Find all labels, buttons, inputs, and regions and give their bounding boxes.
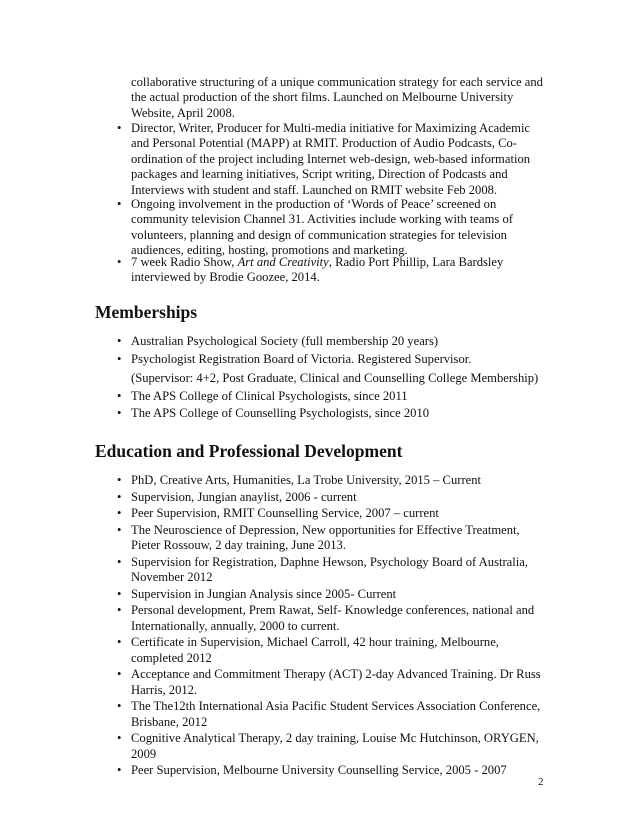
text-line: volunteers, planning and design of communication strategies for television — [131, 227, 507, 242]
membership-note: (Supervisor: 4+2, Post Graduate, Clinical and Counselling College Membership) — [131, 371, 539, 385]
list-item — [131, 555, 561, 586]
bullet-icon: • — [117, 586, 122, 601]
bullet-icon: • — [117, 352, 122, 366]
text-line: The The12th International Asia Pacific Student Services Association Conference, — [131, 699, 541, 714]
text-line: Personal development, Prem Rawat, Self- Knowledge conferences, national and — [131, 603, 535, 618]
bullet-icon: • — [117, 121, 122, 135]
text-line: community television Channel 31. Activities include working with teams of — [131, 212, 513, 227]
text-line: Director, Writer, Producer for Multi-media initiative for Maximizing Academic — [131, 121, 531, 135]
bullet-icon: • — [117, 522, 122, 537]
text-line: ordination of the project including Internet web-design, web-based information — [131, 151, 531, 166]
list-item — [131, 473, 561, 488]
bullet-icon: • — [117, 506, 122, 521]
text-line: Pieter Rossouw, 2 day training, June 2013. — [131, 538, 347, 553]
text-line: Supervision for Registration, Daphne Hewson, Psychology Board of Australia, — [131, 554, 528, 569]
text-line: The Neuroscience of Depression, New opportunities for Effective Treatment, — [131, 522, 520, 537]
text-line: and Personal Potential (MAPP) at RMIT. Production of Audio Podcasts, Co- — [131, 136, 517, 151]
text-line: November 2012 — [131, 570, 213, 585]
text-line: Harris, 2012. — [131, 682, 198, 697]
text-line: Interviews with student and staff. Launched on RMIT website Feb 2008. — [131, 182, 498, 197]
list-item — [131, 667, 561, 698]
text-line: Ongoing involvement in the production of ‘Words of Peace’ screened on — [131, 197, 497, 211]
list-item — [131, 603, 561, 634]
page-number: 2 — [538, 776, 544, 788]
memberships-heading: Memberships — [95, 302, 198, 322]
text-run: , Radio Port Phillip, Lara Bardsley — [328, 255, 504, 269]
text-line: the actual production of the short films. Launched on Melbourne University — [131, 90, 514, 105]
text-line — [131, 255, 561, 270]
text-line: Certificate in Supervision, Michael Carroll, 42 hour training, Melbourne, — [131, 635, 499, 650]
bullet-icon: • — [117, 406, 122, 420]
bullet-icon: • — [117, 197, 122, 211]
text-line: Acceptance and Commitment Therapy (ACT) 2-day Advanced Training. Dr Russ — [131, 667, 541, 682]
bullet-icon: • — [117, 554, 122, 569]
list-item — [131, 731, 561, 762]
bullet-icon: • — [117, 603, 122, 618]
text-line: PhD, Creative Arts, Humanities, La Trobe University, 2015 – Current — [131, 473, 482, 487]
text-line: completed 2012 — [131, 650, 212, 665]
text-line: collaborative structuring of a unique communication strategy for each service and — [131, 75, 543, 89]
show-title: Art and Creativity — [237, 255, 329, 269]
text-line: Cognitive Analytical Therapy, 2 day training, Louise Mc Hutchinson, ORYGEN, — [131, 731, 539, 746]
list-item — [131, 699, 561, 730]
text-line: Supervision, Jungian anaylist, 2006 - current — [131, 489, 357, 504]
text-line: Peer Supervision, RMIT Counselling Service, 2007 – current — [131, 506, 439, 521]
bullet-icon: • — [117, 763, 122, 778]
list-item — [131, 197, 561, 259]
bullet-icon: • — [117, 473, 122, 487]
text-line: 2009 — [131, 746, 157, 761]
list-item: Australian Psychological Society (full membership 20 years) — [131, 334, 439, 348]
list-item — [131, 587, 561, 602]
list-item — [131, 523, 561, 554]
list-item — [131, 255, 561, 286]
bullet-icon: • — [117, 389, 122, 403]
text-line: Brisbane, 2012 — [131, 714, 208, 729]
list-item — [131, 635, 561, 666]
education-heading: Education and Professional Development — [95, 441, 403, 461]
text-line: Website, April 2008. — [131, 105, 235, 120]
text-line: audiences, editing, hosting, promotions and marketing. — [131, 243, 408, 258]
list-item: Psychologist Registration Board of Victoria. Registered Supervisor. — [131, 352, 472, 366]
text-line: packages and learning initiatives, Script writing, Direction of Podcasts and — [131, 167, 508, 182]
list-item: The APS College of Clinical Psychologists, since 2011 — [131, 389, 408, 403]
text-line: interviewed by Brodie Goozee, 2014. — [131, 270, 320, 285]
list-item — [131, 763, 561, 778]
list-item: The APS College of Counselling Psychologists, since 2010 — [131, 406, 430, 420]
continuation-paragraph — [131, 75, 561, 121]
list-item — [131, 121, 561, 198]
bullet-icon: • — [117, 667, 122, 682]
list-item — [131, 506, 561, 521]
bullet-icon: • — [117, 731, 122, 746]
text-line: Peer Supervision, Melbourne University Counselling Service, 2005 - 2007 — [131, 763, 507, 778]
text-run: 7 week Radio Show, — [131, 255, 238, 269]
bullet-icon: • — [117, 334, 122, 348]
bullet-icon: • — [117, 255, 122, 269]
bullet-icon: • — [117, 635, 122, 650]
text-line: Supervision in Jungian Analysis since 2005- Current — [131, 586, 397, 601]
list-item — [131, 490, 561, 505]
text-line: Internationally, annually, 2000 to current. — [131, 618, 340, 633]
bullet-icon: • — [117, 489, 122, 504]
bullet-icon: • — [117, 699, 122, 714]
